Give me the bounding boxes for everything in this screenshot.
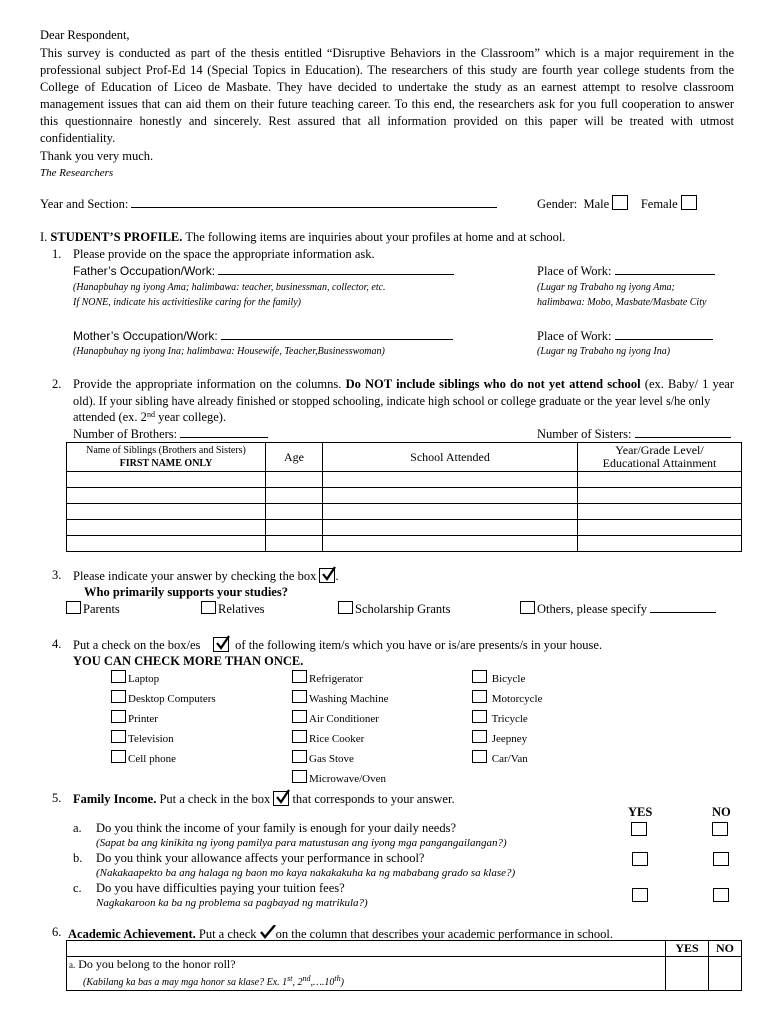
father-hint-1: (Hanapbuhay ng iyong Ama; halimbawa: teacher, businessman, collector, etc. xyxy=(73,282,386,293)
q3-number: 3. xyxy=(52,568,62,582)
table-row[interactable] xyxy=(67,472,742,488)
item-laptop[interactable] xyxy=(111,670,159,685)
item-cellphone[interactable] xyxy=(111,750,176,765)
item-desktop[interactable] xyxy=(111,690,216,705)
father-place-hint-2: halimbawa: Mobo, Masbate/Masbate City xyxy=(537,297,707,308)
item-checkbox[interactable] xyxy=(472,750,487,763)
father-occupation-field[interactable] xyxy=(218,263,454,275)
q6-text-end: on the column that describes your academic performance in school. xyxy=(275,927,614,941)
father-occupation-label: Father’s Occupation/Work: xyxy=(73,264,216,278)
item-checkbox[interactable] xyxy=(472,670,487,683)
table-row[interactable] xyxy=(67,520,742,536)
item-bicycle[interactable] xyxy=(472,670,525,685)
q2-line-1 xyxy=(73,377,734,392)
q5a-question: Do you think the income of your family is enough for your daily needs? xyxy=(96,821,456,835)
item-label: Desktop Computers xyxy=(128,693,216,705)
achievement-table xyxy=(66,940,742,991)
option-relatives[interactable] xyxy=(201,601,265,617)
option-others[interactable] xyxy=(520,601,716,617)
q5b-translation: (Nakakaapekto ba ang halaga ng baon mo kaya nakakakuha ka ng mababang grado sa klase?) xyxy=(96,867,516,879)
q2-line-2: old). If your sibling have already finished or stopped schooling, indicate high school or college graduate or the year level s/he only xyxy=(73,394,711,408)
male-label: Male xyxy=(583,197,610,211)
q3-question: Who primarily supports your studies? xyxy=(84,585,288,599)
achievement-header-blank xyxy=(67,941,666,957)
father-place-row xyxy=(537,263,715,279)
q5-no-header: NO xyxy=(712,805,731,819)
q6-no-header: NO xyxy=(709,941,742,957)
mother-place-row xyxy=(537,328,713,344)
item-checkbox[interactable] xyxy=(111,750,126,763)
salutation: Dear Respondent, xyxy=(40,28,130,42)
item-television[interactable] xyxy=(111,730,174,745)
q5c-yes-checkbox[interactable] xyxy=(632,888,648,902)
col-name-line-2: FIRST NAME ONLY xyxy=(119,458,213,469)
q6a-translation-text: (Kabilang ka bas a may mga honor sa klase? Ex. 1 xyxy=(83,977,288,988)
item-label: Microwave/Oven xyxy=(309,773,386,785)
col-year xyxy=(578,443,742,472)
item-checkbox[interactable] xyxy=(292,690,307,703)
q2-superscript: nd xyxy=(146,410,155,419)
signature: The Researchers xyxy=(40,167,114,179)
relatives-checkbox[interactable] xyxy=(201,601,216,614)
q6-text: Put a check xyxy=(198,927,257,941)
female-checkbox[interactable] xyxy=(681,195,697,210)
q6-number: 6. xyxy=(52,925,62,939)
item-checkbox[interactable] xyxy=(292,750,307,763)
item-label: Motorcycle xyxy=(491,693,543,705)
mother-place-hint: (Lugar ng Trabaho ng iyong Ina) xyxy=(537,346,671,357)
q4-number: 4. xyxy=(52,637,62,651)
checkmark-box-icon xyxy=(319,568,335,583)
q4-text-end: of the following item/s which you have or is/are presents/s in your house. xyxy=(235,638,603,652)
year-section-field[interactable] xyxy=(131,195,497,208)
sup-nd: nd xyxy=(302,974,311,983)
item-microwave[interactable] xyxy=(292,770,386,785)
others-checkbox[interactable] xyxy=(520,601,535,614)
mother-occupation-field[interactable] xyxy=(221,328,453,340)
item-label: Cell phone xyxy=(128,753,176,765)
q2-example: attended (ex. 2 xyxy=(73,410,147,424)
option-label: Scholarship Grants xyxy=(355,602,451,616)
sisters-label: Number of Sisters: xyxy=(537,427,632,441)
father-place-hint-1: (Lugar ng Trabaho ng iyong Ama; xyxy=(537,282,675,293)
q6a-cell xyxy=(67,957,666,991)
item-checkbox[interactable] xyxy=(111,730,126,743)
item-motorcycle[interactable] xyxy=(472,690,542,705)
item-label: Washing Machine xyxy=(309,693,389,705)
sup-st: st xyxy=(287,974,293,983)
q5c-translation: Nagkakaroon ka ba ng problema sa pagbayad ng matrikula?) xyxy=(96,897,368,909)
sup-th: th xyxy=(334,974,341,983)
item-checkbox[interactable] xyxy=(472,730,487,743)
item-rice-cooker[interactable] xyxy=(292,730,364,745)
section-1-heading xyxy=(40,230,565,245)
q2-text-end: (ex. Baby/ 1 year xyxy=(644,377,735,391)
table-row[interactable] xyxy=(67,536,742,552)
q5a-yes-checkbox[interactable] xyxy=(631,822,647,836)
father-place-label: Place of Work: xyxy=(537,264,612,278)
option-label: Others, please specify xyxy=(537,602,648,616)
item-label: Rice Cooker xyxy=(309,733,365,745)
option-label: Parents xyxy=(83,602,120,616)
item-washing-machine[interactable] xyxy=(292,690,388,705)
col-name xyxy=(67,443,266,472)
q5b-letter: b. xyxy=(73,851,83,865)
q5c-question: Do you have difficulties paying your tuition fees? xyxy=(96,881,345,895)
item-air-conditioner[interactable] xyxy=(292,710,379,725)
item-checkbox[interactable] xyxy=(111,690,126,703)
item-label: Television xyxy=(128,733,174,745)
q6a-sep1: , 2 xyxy=(292,977,303,988)
q2-text: Provide the appropriate information on the columns. xyxy=(73,377,342,391)
q1-number: 1. xyxy=(52,247,62,261)
q5b-yes-checkbox[interactable] xyxy=(632,852,648,866)
gender-label: Gender: xyxy=(537,197,578,211)
others-specify-field[interactable] xyxy=(650,601,716,613)
mother-occupation-row xyxy=(73,328,453,343)
father-occupation-row xyxy=(73,263,454,278)
item-checkbox[interactable] xyxy=(472,690,487,703)
checkmark-icon xyxy=(260,925,276,939)
brothers-field[interactable] xyxy=(180,426,268,438)
q6a-question: Do you belong to the honor roll? xyxy=(78,957,236,971)
letter-body: This survey is conducted as part of the thesis entitled “Disruptive Behaviors in the Classroom” which is a major requirement in the professional subject Prof-Ed 14 (Special Topics in Education). The researchers of this study are fourth year college students from the College of Education of Liceo de Masbate. They have decided to undertake the study as an earnest attempt to resolve classroom management issues that can aid them on their future teaching career. To this end, the researchers ask for you full cooperation to answer this questionnaire honestly and sincerely. Rest assured that all information provided on this paper will be treated with utmost confidentiality. xyxy=(40,46,734,145)
item-label: Air Conditioner xyxy=(309,713,379,725)
q3-row: Please indicate your answer by checking the box . xyxy=(73,569,339,583)
q1-text: Please provide on the space the appropriate information ask. xyxy=(73,247,375,261)
col-school: School Attended xyxy=(323,443,578,472)
table-row xyxy=(67,957,742,991)
section-numeral: I. xyxy=(40,230,48,244)
female-label: Female xyxy=(640,197,678,211)
q5a-letter: a. xyxy=(73,821,82,835)
q6-yes-header: YES xyxy=(666,941,709,957)
col-year-line-2: Educational Attainment xyxy=(602,456,717,470)
item-checkbox[interactable] xyxy=(292,670,307,683)
item-checkbox[interactable] xyxy=(292,730,307,743)
item-tricycle[interactable] xyxy=(472,710,528,725)
q3-text: Please indicate your answer by checking the box xyxy=(73,569,317,583)
brothers-label: Number of Brothers: xyxy=(73,427,178,441)
option-parents[interactable] xyxy=(66,601,120,617)
siblings-table-header xyxy=(67,443,742,472)
father-place-field[interactable] xyxy=(615,263,715,275)
q6a-letter: a. xyxy=(69,960,76,970)
section-intro: The following items are inquiries about your profiles at home and at school. xyxy=(185,230,566,244)
col-name-line-1: Name of Siblings (Brothers and Sisters) xyxy=(86,445,246,456)
item-gas-stove[interactable] xyxy=(292,750,354,765)
sisters-row xyxy=(537,426,731,442)
section-title: STUDENT’S PROFILE. xyxy=(50,230,183,244)
q6-title: Academic Achievement. xyxy=(68,927,196,941)
q5a-no-checkbox[interactable] xyxy=(712,822,728,836)
col-year-line-1: Year/Grade Level/ xyxy=(615,443,704,457)
item-label: Tricycle xyxy=(491,713,528,725)
siblings-table xyxy=(66,442,742,552)
mother-place-label: Place of Work: xyxy=(537,329,612,343)
item-checkbox[interactable] xyxy=(472,710,487,723)
item-label: Jeepney xyxy=(491,733,528,745)
q5a-translation: (Sapat ba ang kinikita ng iyong pamilya para matustusan ang iyong mga pangangailangan?) xyxy=(96,837,507,849)
q5-number: 5. xyxy=(52,791,62,805)
year-section-label: Year and Section: xyxy=(40,197,129,211)
q5b-question: Do you think your allowance affects your performance in school? xyxy=(96,851,425,865)
option-label: Relatives xyxy=(218,602,265,616)
q5-text-end: that corresponds to your answer. xyxy=(292,792,455,806)
option-scholarship[interactable] xyxy=(338,601,450,617)
male-checkbox[interactable] xyxy=(612,195,628,210)
item-checkbox[interactable] xyxy=(111,710,126,723)
table-row[interactable] xyxy=(67,488,742,504)
gender-row xyxy=(537,195,697,212)
item-checkbox[interactable] xyxy=(292,710,307,723)
item-label: Car/Van xyxy=(491,753,528,765)
year-section-row xyxy=(40,195,497,212)
item-car-van[interactable] xyxy=(472,750,528,765)
q6a-sep2: ,….10 xyxy=(310,977,335,988)
item-label: Refrigerator xyxy=(309,673,363,685)
scholarship-checkbox[interactable] xyxy=(338,601,353,614)
q6a-translation xyxy=(69,974,344,988)
q2-number: 2. xyxy=(52,377,62,391)
q5-row xyxy=(73,791,455,807)
q6a-no-cell[interactable] xyxy=(709,957,742,991)
item-refrigerator[interactable] xyxy=(292,670,363,685)
mother-place-field[interactable] xyxy=(615,328,713,340)
father-hint-2: If NONE, indicate his activitieslike caring for the family) xyxy=(73,297,302,308)
achievement-header xyxy=(67,941,742,957)
item-checkbox[interactable] xyxy=(292,770,307,783)
checkmark-box-icon xyxy=(273,791,289,806)
q5c-letter: c. xyxy=(73,881,82,895)
q5-text: Put a check in the box xyxy=(159,792,271,806)
sisters-field[interactable] xyxy=(635,426,731,438)
q5c-no-checkbox[interactable] xyxy=(713,888,729,902)
q2-example-end: year college). xyxy=(158,410,227,424)
item-printer[interactable] xyxy=(111,710,158,725)
item-label: Printer xyxy=(128,713,158,725)
mother-occupation-label: Mother’s Occupation/Work: xyxy=(73,329,218,343)
brothers-row xyxy=(73,426,268,442)
item-label: Bicycle xyxy=(491,673,526,685)
q2-emphasis: Do NOT include siblings who do not yet attend school xyxy=(345,377,641,391)
q5b-no-checkbox[interactable] xyxy=(713,852,729,866)
q4-row xyxy=(73,637,602,653)
item-label: Gas Stove xyxy=(309,753,354,765)
q5-title: Family Income. xyxy=(73,792,157,806)
q5-yes-header: YES xyxy=(628,805,653,819)
q6a-translation-end: ) xyxy=(340,977,344,988)
checkmark-box-icon xyxy=(213,637,229,652)
q6a-yes-cell[interactable] xyxy=(666,957,709,991)
item-label: Laptop xyxy=(128,673,160,685)
q4-emphasis: YOU CAN CHECK MORE THAN ONCE. xyxy=(73,654,304,668)
thanks-line: Thank you very much. xyxy=(40,149,154,163)
col-age: Age xyxy=(266,443,323,472)
parents-checkbox[interactable] xyxy=(66,601,81,614)
item-jeepney[interactable] xyxy=(472,730,527,745)
table-row[interactable] xyxy=(67,504,742,520)
q2-line-3 xyxy=(73,410,226,425)
q4-text: Put a check on the box/es xyxy=(73,638,201,652)
mother-hint: (Hanapbuhay ng iyong Ina; halimbawa: Housewife, Teacher,Businesswoman) xyxy=(73,346,385,357)
item-checkbox[interactable] xyxy=(111,670,126,683)
